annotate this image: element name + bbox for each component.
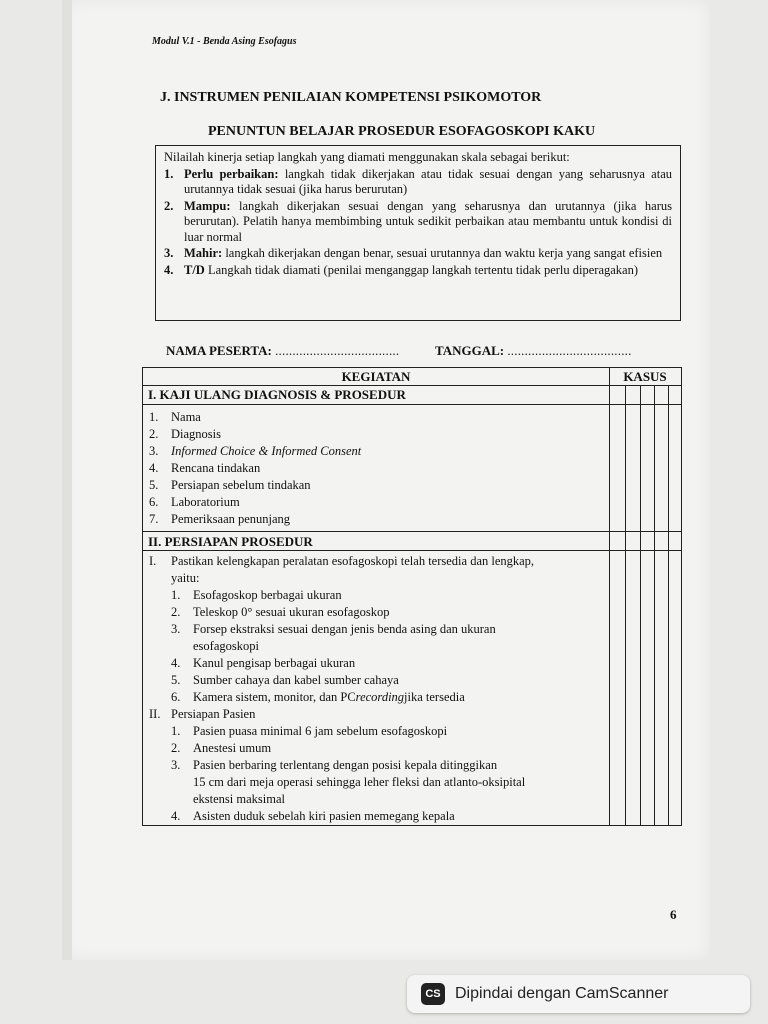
list-item: 1. Pasien puasa minimal 6 jam sebelum esofagoskopi — [171, 724, 448, 738]
rating-scale-item — [164, 199, 672, 246]
list-item: 3. Forsep ekstraksi sesuai dengan jenis benda asing dan ukuran — [171, 622, 496, 636]
case-column-divider — [625, 386, 626, 825]
rating-scale-item — [164, 263, 672, 279]
rating-term: T/D — [184, 262, 205, 277]
rating-description: Langkah tidak diamati (penilai menganggap langkah tertentu tidak perlu diperagakan) — [204, 262, 639, 277]
guide-title: PENUNTUN BELAJAR PROSEDUR ESOFAGOSKOPI KAKU — [208, 124, 596, 139]
rating-number: 1. — [164, 166, 174, 181]
list-item: 6. Laboratorium — [149, 495, 240, 509]
list-item: II. Persiapan Pasien — [149, 707, 256, 721]
camscanner-logo-icon: CS — [421, 983, 445, 1005]
case-column-divider — [668, 386, 669, 825]
rating-number: 4. — [164, 262, 174, 277]
list-item: 7. Pemeriksaan penunjang — [149, 512, 291, 526]
list-item: 2. Diagnosis — [149, 427, 221, 441]
row-divider — [143, 404, 681, 405]
rating-scale-item — [164, 167, 672, 198]
participant-blank: .................................... — [275, 343, 400, 358]
camscanner-label: Dipindai dengan CamScanner — [455, 985, 669, 1002]
case-column-divider — [640, 386, 641, 825]
list-item: 4. Asisten duduk sebelah kiri pasien memegang kepala — [171, 809, 455, 823]
list-item: 5. Sumber cahaya dan kabel sumber cahaya — [171, 673, 399, 687]
rating-term: Mampu: — [184, 198, 231, 213]
list-item-continuation: esofagoskopi — [193, 639, 259, 653]
column-header-activity: KEGIATAN — [341, 369, 411, 384]
rating-scale-box — [155, 145, 681, 321]
list-item: I. Pastikan kelengkapan peralatan esofagoskopi telah tersedia dan lengkap, — [149, 554, 535, 568]
list-item: 1. Esofagoskop berbagai ukuran — [171, 588, 342, 602]
row-divider — [143, 531, 681, 532]
list-item: 1. Nama — [149, 410, 201, 424]
list-item: 2. Anestesi umum — [171, 741, 272, 755]
section-heading: I. KAJI ULANG DIAGNOSIS & PROSEDUR — [148, 387, 406, 402]
list-item: 2. Teleskop 0° sesuai ukuran esofagoskop — [171, 605, 390, 619]
participant-label: NAMA PESERTA: — [166, 343, 272, 358]
rating-description: langkah dikerjakan dengan benar, sesuai urutannya dan waktu kerja yang sangat efisien — [222, 246, 663, 260]
list-item-continuation: yaitu: — [171, 571, 200, 585]
rating-scale-item — [164, 246, 672, 262]
list-item: 5. Persiapan sebelum tindakan — [149, 478, 311, 492]
assessment-table — [142, 367, 682, 826]
list-item: 4. Rencana tindakan — [149, 461, 261, 475]
list-item: 4. Kanul pengisap berbagai ukuran — [171, 656, 356, 670]
date-label: TANGGAL: — [435, 343, 505, 358]
camscanner-watermark — [407, 975, 750, 1013]
running-header: Modul V.1 - Benda Asing Esofagus — [152, 36, 297, 47]
date-field — [435, 343, 632, 359]
rating-description: langkah dikerjakan sesuai dengan yang seharusnya dan urutannya (jika harus berurutan). Pelatih hanya membimbing untuk sedikit perbaikan atau membantu untuk kondisi di luar normal — [184, 198, 672, 244]
list-item: 3. Informed Choice & Informed Consent — [149, 444, 362, 458]
rating-scale-intro: Nilailah kinerja setiap langkah yang diamati menggunakan skala sebagai berikut: — [164, 150, 570, 164]
participant-name-field — [166, 343, 399, 359]
column-header-case: KASUS — [623, 369, 667, 384]
section-title: J. INSTRUMEN PENILAIAN KOMPETENSI PSIKOMOTOR — [160, 90, 542, 105]
date-blank: .................................... — [507, 343, 632, 358]
list-item-continuation: ekstensi maksimal — [193, 792, 285, 806]
section-heading: II. PERSIAPAN PROSEDUR — [148, 534, 313, 549]
row-divider — [143, 550, 681, 551]
rating-term: Mahir: — [184, 246, 223, 260]
rating-number: 3. — [164, 246, 174, 260]
list-item: 6. Kamera sistem, monitor, dan PC recording jika tersedia — [171, 690, 465, 704]
page-number: 6 — [670, 907, 677, 922]
rating-number: 2. — [164, 198, 174, 213]
page-edge-shadow — [62, 0, 72, 960]
column-divider — [609, 368, 610, 825]
list-item-continuation: 15 cm dari meja operasi sehingga leher fleksi dan atlanto-oksipital — [193, 775, 526, 789]
list-item: 3. Pasien berbaring terlentang dengan posisi kepala ditinggikan — [171, 758, 498, 772]
case-column-divider — [654, 386, 655, 825]
rating-description: langkah tidak dikerjakan atau tidak sesuai dengan yang seharusnya atau urutannya tidak sesuai (jika harus berurutan) — [184, 166, 672, 196]
rating-term: Perlu perbaikan: — [184, 166, 279, 181]
